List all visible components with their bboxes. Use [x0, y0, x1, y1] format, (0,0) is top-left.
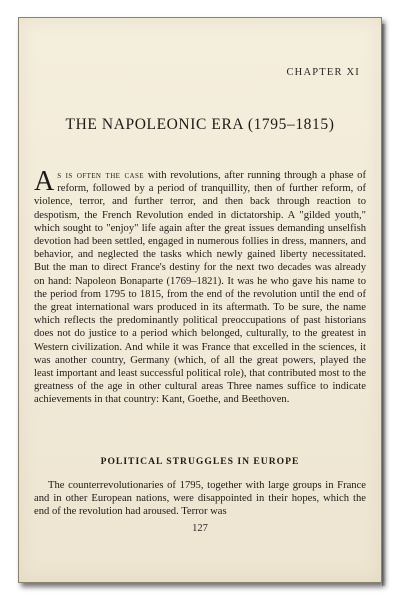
paragraph-intro [34, 166, 366, 407]
page-number: 127 [192, 523, 208, 534]
chapter-label: CHAPTER XI [286, 67, 360, 78]
paragraph-political-struggles: The counterrevolutionaries of 1795, together with large groups in France and in other European nations, were disappointed in their hopes, which the end of the revolution had aroused. Terror was [34, 480, 366, 518]
chapter-title: THE NAPOLEONIC ERA (1795–1815) [65, 116, 335, 133]
section-heading: POLITICAL STRUGGLES IN EUROPE [100, 456, 300, 467]
page-shadow [382, 24, 386, 586]
lead-in-smallcaps: s is often the case [57, 170, 144, 181]
paragraph-intro-text: with revolutions, after running through a phase of reform, followed by a period of tranquillity, then of further reform, of violence, terror, and further terror, and then back through reaction to despotism, the French Revolution ended in dictatorship. A "gilded youth," which sought to "enjoy" life again after the great issues demanding unselfish devotion had been settled, engaged in numerous follies in dress, manners, and behavior, and neglected the tasks which newly gained liberty necessitated. But the man to direct France's destiny for the next two decades was already on hand: Napoleon Bonaparte (1769–1821). It was he who gave his name to the period from 1795 to 1815, from the end of the revolution until the end of the great international wars produced in its aftermath. To be sure, the name which reflects the predominantly political preoccupations of past historians does not do justice to a period which belonged, culturally, to the greatest in Western civilization. And while it was France that excelled in the sciences, it was another country, Germany (which, of all the great powers, played the least important and least successful political role), that contributed most to the greatness of the age in other cultural areas Three names suffice to indicate achievements in that country: Kant, Goethe, and Beethoven. [34, 170, 366, 406]
drop-cap: A [34, 166, 55, 197]
